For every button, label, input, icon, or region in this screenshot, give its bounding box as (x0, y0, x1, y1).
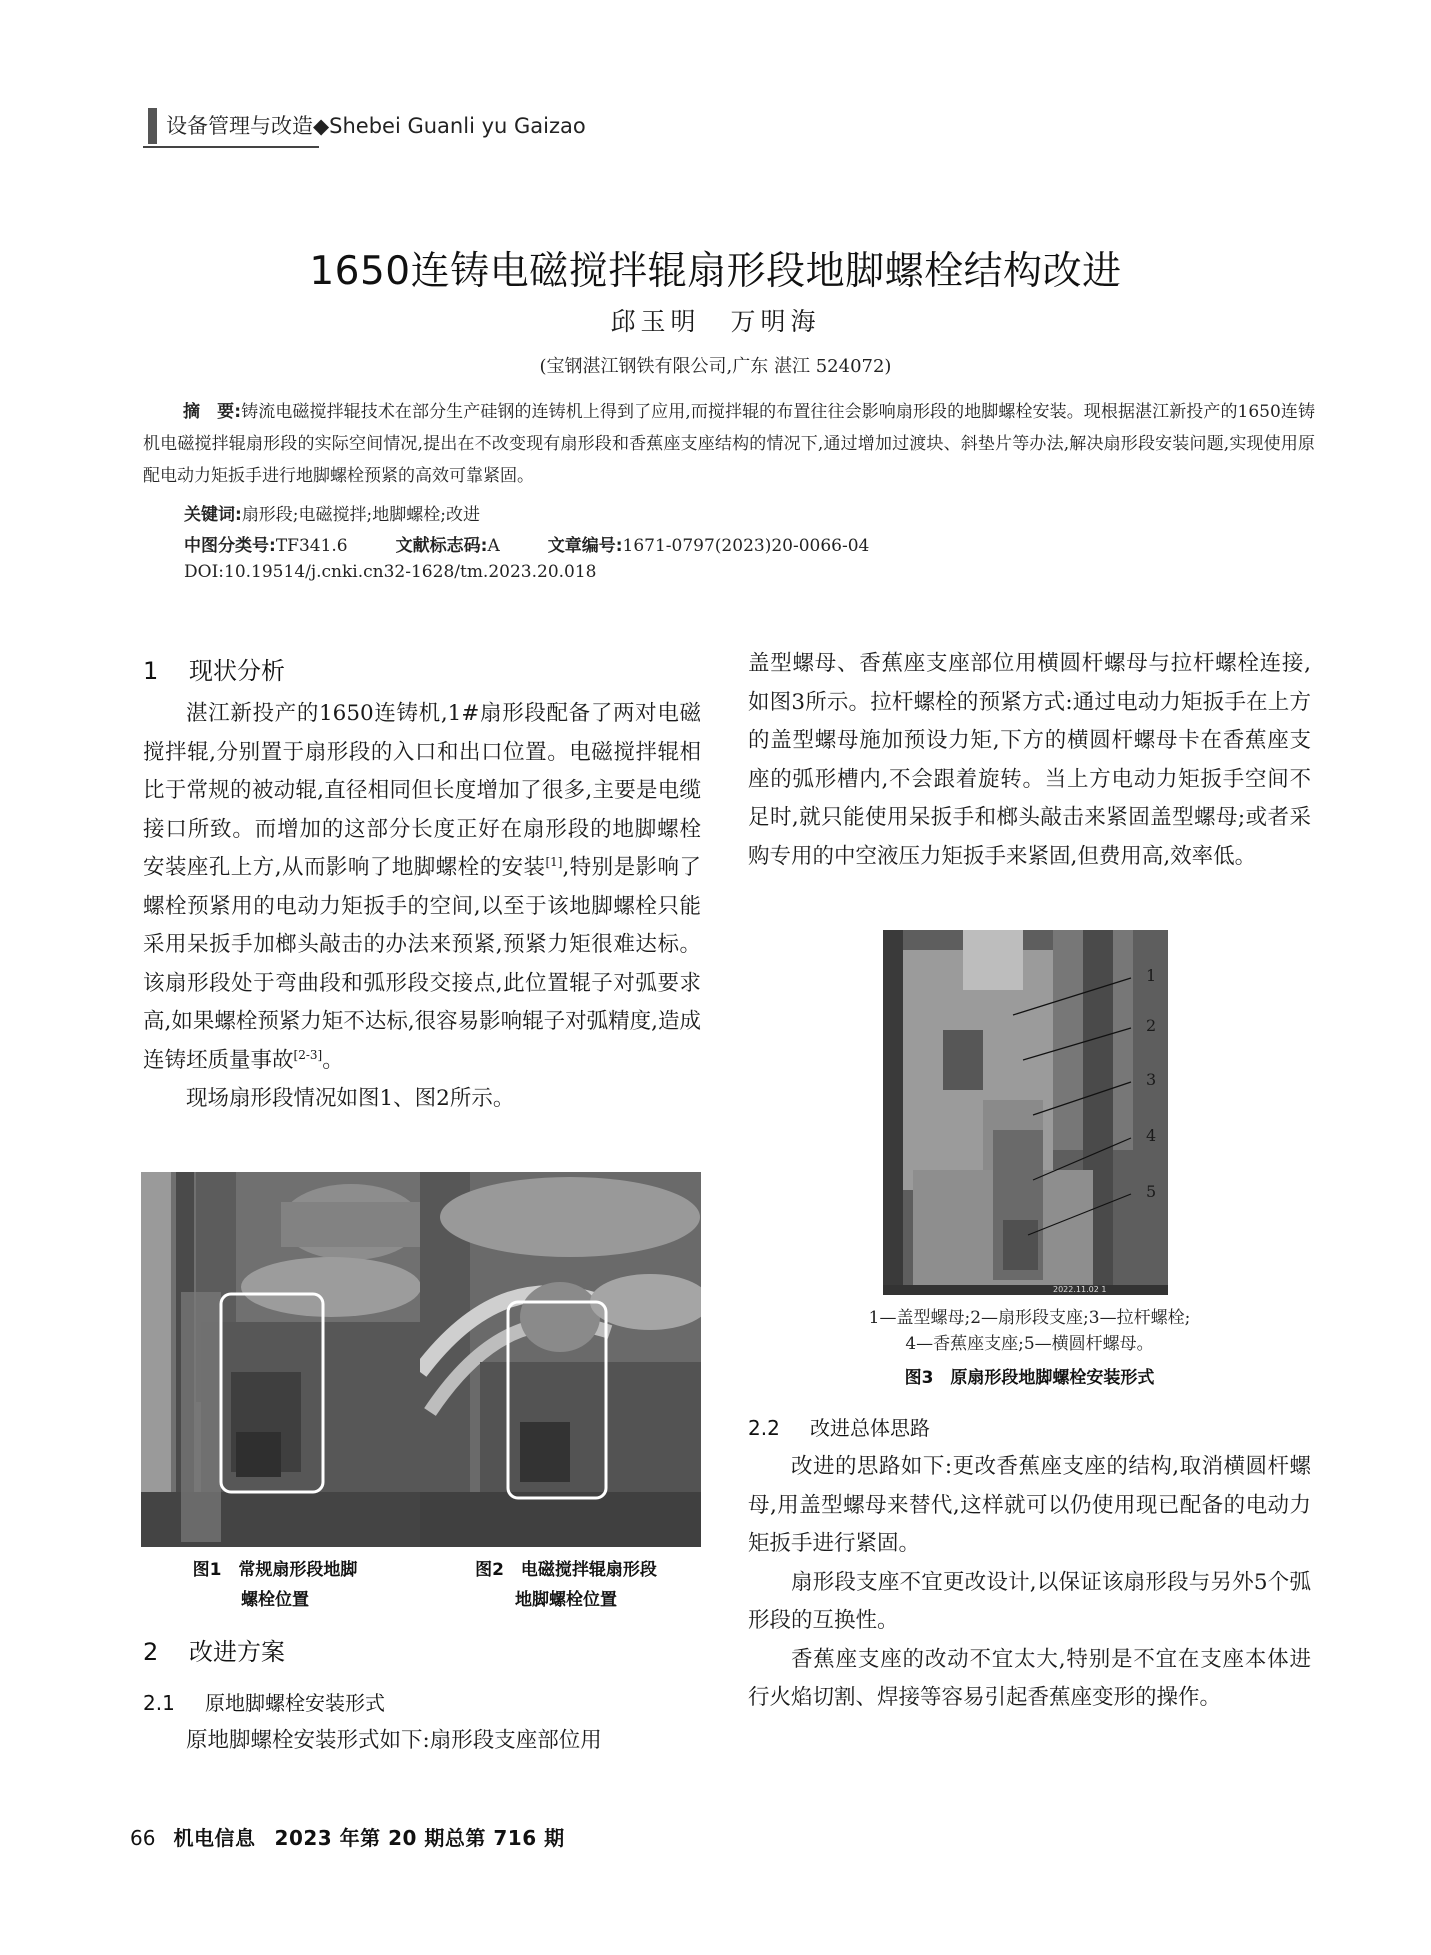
classification-line: 中图分类号:TF341.6 文献标志码:A 文章编号:1671-0797(2023)20-0066-04 (184, 536, 870, 556)
paragraph: 改进的思路如下:更改香蕉座支座的结构,取消横圆杆螺母,用盖型螺母来替代,这样就可以仍使用现已配备的电动力矩扳手进行紧固。 (748, 1454, 1311, 1556)
header-bar (148, 108, 157, 144)
figure-3-photo (883, 930, 1168, 1295)
running-header: 设备管理与改造◆Shebei Guanli yu Gaizao (166, 114, 586, 138)
page-footer (130, 1822, 565, 1851)
photo-timestamp: 2022.11.02 1 (1053, 1285, 1107, 1294)
section-2-2-body (748, 1448, 1311, 1718)
section-1-heading: 1 现状分析 (143, 657, 285, 685)
section-2-1-continued (748, 645, 1311, 876)
figure-1-photo (141, 1172, 420, 1547)
section-1-body (143, 695, 701, 1119)
figure-2-photo (420, 1172, 701, 1547)
section-2-2-heading: 2.2 改进总体思路 (748, 1416, 930, 1440)
paragraph: 湛江新投产的1650连铸机,1#扇形段配备了两对电磁搅拌辊,分别置于扇形段的入口和出口位置。电磁搅拌辊相比于常规的被动辊,直径相同但长度增加了很多,主要是电缆接口所致。而增加的这部分长度正好在扇形段的地脚螺栓安装座孔上方,从而影响了地脚螺栓的安装[1],特别是影响了螺栓预紧用的电动力矩扳手的空间,以至于该地脚螺栓只能采用呆扳手加榔头敲击的办法来预紧,预紧力矩很难达标。该扇形段处于弯曲段和弧形段交接点,此位置辊子对弧要求高,如果螺栓预紧力矩不达标,很容易影响辊子对弧精度,造成连铸坯质量事故[2-3]。 (143, 701, 702, 1073)
issue-info: 2023 年第 20 期总第 716 期 (274, 1826, 565, 1850)
paragraph: 盖型螺母、香蕉座支座部位用横圆杆螺母与拉杆螺栓连接,如图3所示。拉杆螺栓的预紧方式:通过电动力矩扳手在上方的盖型螺母施加预设力矩,下方的横圆杆螺母卡在香蕉座支座的弧形槽内,不会跟着旋转。当上方电动力矩扳手空间不足时,就只能使用呆扳手和榔头敲击来紧固盖型螺母;或者采购专用的中空液压力矩扳手来紧固,但费用高,效率低。 (748, 651, 1311, 869)
figure-2-image (420, 1172, 701, 1547)
paragraph: 扇形段支座不宜更改设计,以保证该扇形段与另外5个弧形段的互换性。 (748, 1569, 1311, 1633)
paper-title: 1650连铸电磁搅拌辊扇形段地脚螺栓结构改进 (309, 249, 1122, 294)
journal-name: 机电信息 (173, 1826, 256, 1850)
paragraph: 原地脚螺栓安装形式如下:扇形段支座部位用 (186, 1728, 602, 1753)
header-underline (143, 146, 319, 148)
fig3-label-1: 1 (1146, 966, 1157, 985)
figure-1-caption: 图1 常规扇形段地脚 螺栓位置 (192, 1560, 358, 1610)
paragraph: 香蕉座支座的改动不宜太大,特别是不宜在支座本体进行火焰切割、焊接等容易引起香蕉座变形的操作。 (748, 1646, 1311, 1710)
fig3-label-4: 4 (1146, 1126, 1157, 1145)
section-2-heading: 2 改进方案 (143, 1638, 285, 1666)
figure-1-image (141, 1172, 420, 1547)
figure-3-image (883, 930, 1168, 1295)
fig3-label-5: 5 (1146, 1182, 1157, 1201)
doi: DOI:10.19514/j.cnki.cn32-1628/tm.2023.20.018 (184, 562, 597, 582)
page-number: 66 (130, 1826, 156, 1850)
figure-3-legend: 1—盖型螺母;2—扇形段支座;3—拉杆螺栓; 4—香蕉座支座;5—横圆杆螺母。 (868, 1308, 1191, 1354)
citation[interactable]: [2-3] (293, 1047, 323, 1062)
figure-2-caption: 图2 电磁搅拌辊扇形段 地脚螺栓位置 (475, 1560, 657, 1610)
affiliation: (宝钢湛江钢铁有限公司,广东 湛江 524072) (539, 356, 892, 377)
keywords: 关键词:扇形段;电磁搅拌;地脚螺栓;改进 (184, 505, 480, 525)
section-2-1-heading: 2.1 原地脚螺栓安装形式 (143, 1691, 385, 1715)
figure-3-caption: 图3 原扇形段地脚螺栓安装形式 (904, 1368, 1155, 1388)
authors: 邱玉明 万明海 (610, 307, 821, 336)
fig3-label-2: 2 (1146, 1016, 1157, 1035)
paragraph: 现场扇形段情况如图1、图2所示。 (186, 1086, 515, 1111)
citation[interactable]: [1] (545, 854, 563, 869)
fig3-label-3: 3 (1146, 1070, 1157, 1089)
section-2-1-body (143, 1722, 701, 1761)
abstract: 摘 要:铸流电磁搅拌辊技术在部分生产硅钢的连铸机上得到了应用,而搅拌辊的布置往往会影响扇形段的地脚螺栓安装。现根据湛江新投产的1650连铸机电磁搅拌辊扇形段的实际空间情况,提出在不改变现有扇形段和香蕉座支座结构的情况下,通过增加过渡块、斜垫片等办法,解决扇形段安装问题,实现使用原配电动力矩扳手进行地脚螺栓预紧的高效可靠紧固。 (143, 402, 1315, 486)
